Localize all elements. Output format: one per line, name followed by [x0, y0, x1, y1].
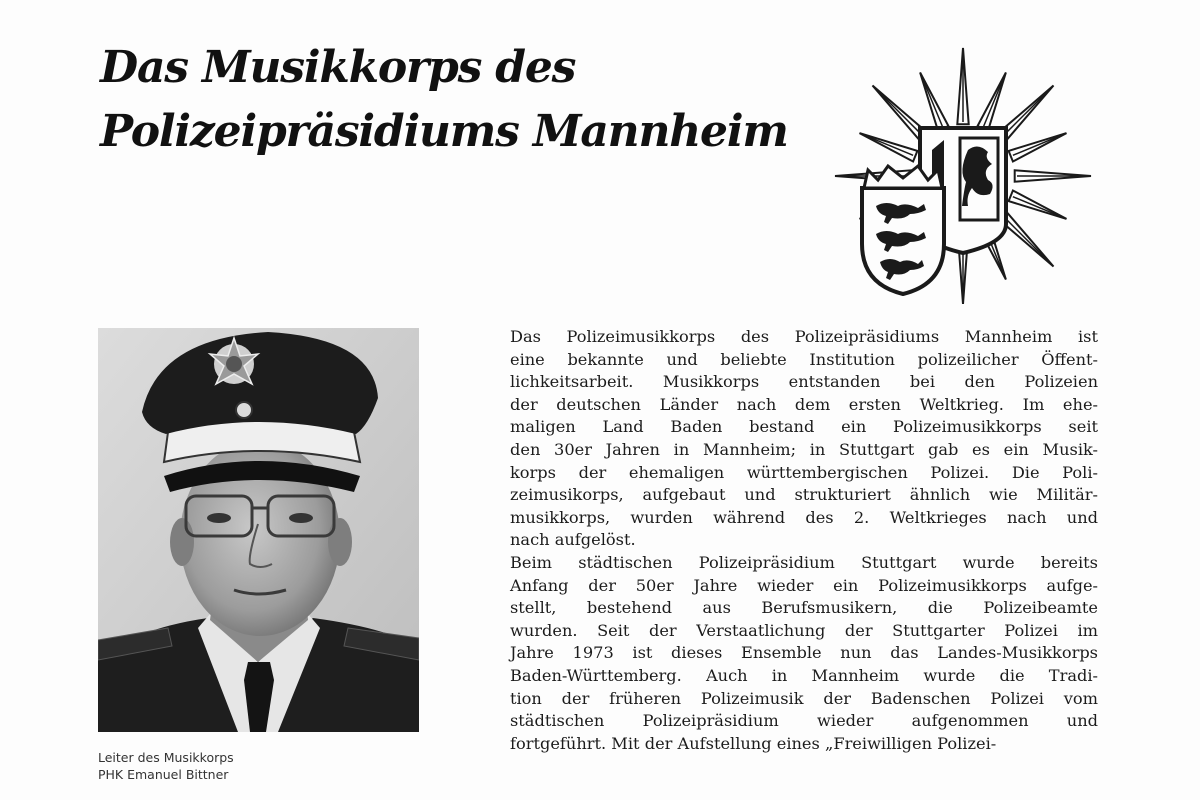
body-line: Beim städtischen Polizeipräsidium Stuttgart wurde bereits [510, 552, 1098, 572]
emblem-ray-line [923, 80, 942, 126]
emblem-ray-line [1001, 214, 1048, 261]
body-line: der deutschen Länder nach dem ersten Weltkrieg. Im ehe- [510, 394, 1098, 414]
body-line: fortgeführt. Mit der Aufstellung eines „Freiwilligen Polizei- [510, 733, 997, 753]
photo-caption [98, 749, 234, 783]
emblem-ray-line [878, 91, 925, 138]
body-line: korps der ehemaligen württembergischen Polizei. Die Poli- [510, 462, 1098, 482]
emblem-ray-line [867, 136, 913, 155]
caption-line-2: PHK Emanuel Bittner [98, 767, 229, 782]
body-line: Jahre 1973 ist dieses Ensemble nun das Landes-Musikkorps [510, 643, 1098, 663]
body-line: Anfang der 50er Jahre wieder ein Polizeimusikkorps aufge- [510, 575, 1098, 595]
body-line: eine bekannte und beliebte Institution polizeilicher Öffent- [510, 349, 1098, 369]
body-line: musikkorps, wurden während des 2. Weltkrieges nach und [510, 507, 1098, 527]
page-title [100, 36, 788, 164]
emblem-ray-line [1001, 91, 1048, 138]
body-line: Das Polizeimusikkorps des Polizeipräsidiums Mannheim ist [510, 327, 1098, 346]
body-line: wurden. Seit der Verstaatlichung der Stuttgarter Polizei im [510, 620, 1098, 640]
body-line: stellt, bestehend aus Berufsmusikern, die Polizeibeamte [510, 598, 1098, 618]
portrait-photo [98, 328, 419, 732]
body-line: städtischen Polizeipräsidium wieder aufgenommen und [510, 711, 1098, 731]
title-line-2: Polizeipräsidiums Mannheim [100, 106, 788, 157]
body-line: lichkeitsarbeit. Musikkorps entstanden bei den Polizeien [510, 372, 1098, 392]
emblem-ray-line [1013, 197, 1059, 216]
body-line: zeimusikorps, aufgebaut und strukturiert ähnlich wie Militär- [510, 485, 1098, 505]
caption-line-1: Leiter des Musikkorps [98, 750, 234, 765]
body-text [510, 326, 1098, 755]
body-line: nach aufgelöst. [510, 530, 636, 550]
title-line-1: Das Musikkorps des [100, 42, 576, 93]
coat-of-arms-shield [862, 166, 944, 294]
body-line: den 30er Jahren in Mannheim; in Stuttgart gab es ein Musik- [510, 439, 1098, 459]
body-line: Baden-Württemberg. Auch in Mannheim wurde die Tradi- [510, 665, 1098, 685]
emblem-ray-line [984, 80, 1003, 126]
emblem-ray-line [1013, 136, 1059, 155]
body-line: maligen Land Baden bestand ein Polizeimusikkorps seit [510, 417, 1098, 437]
body-line: tion der früheren Polizeimusik der Badenschen Polizei vom [510, 688, 1098, 708]
police-star-emblem-icon [828, 38, 1098, 304]
